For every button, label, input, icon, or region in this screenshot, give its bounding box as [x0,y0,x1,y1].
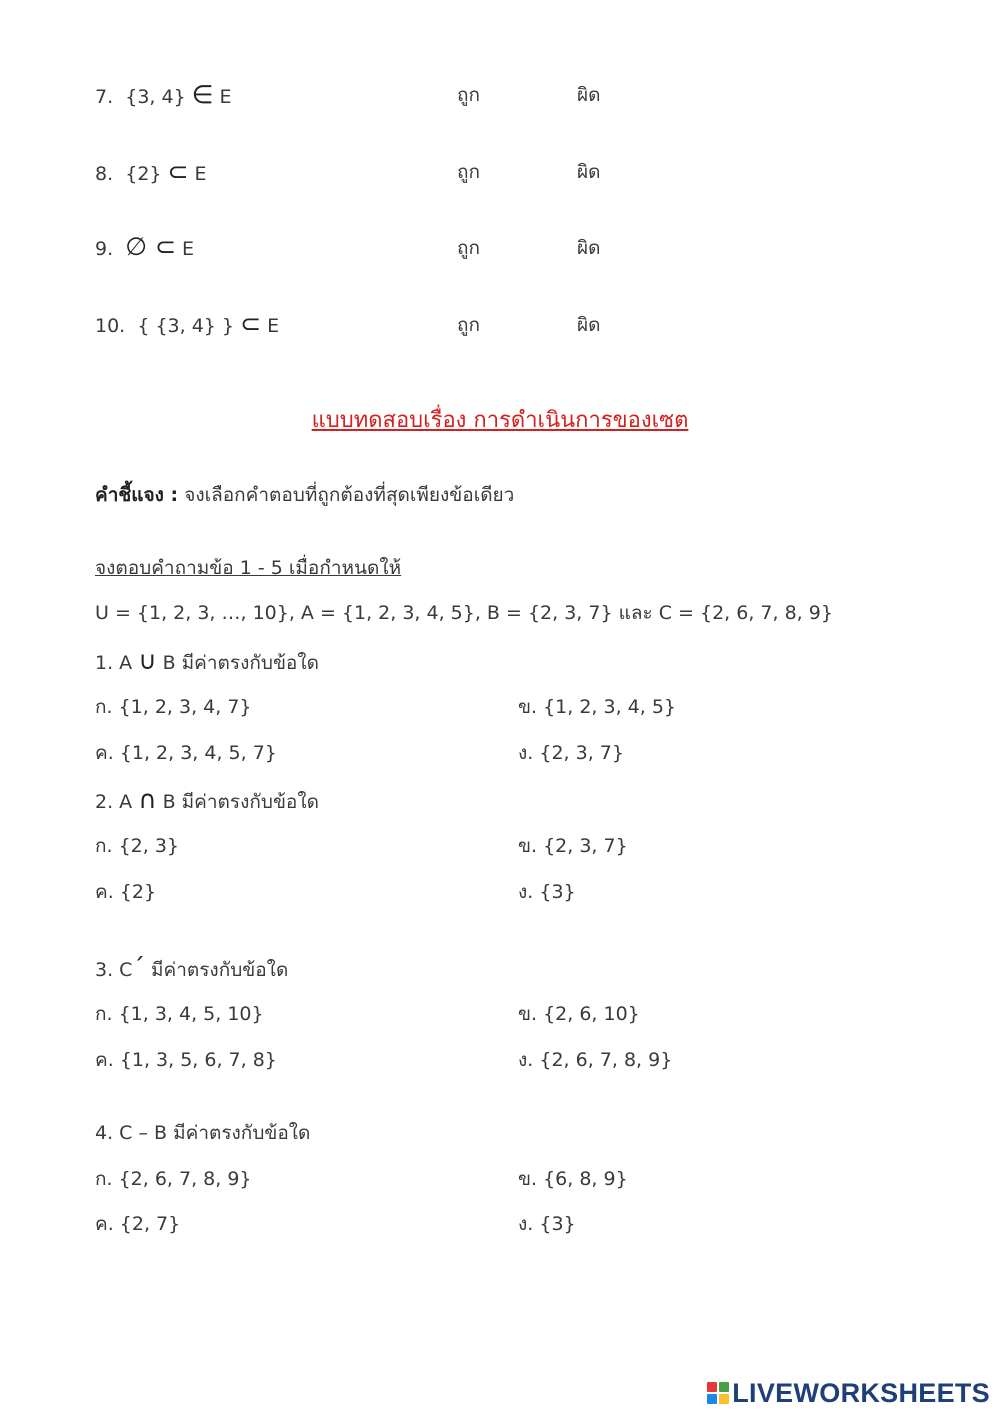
tf-question-10: 10. { {3, 4} } ⊂ E [95,309,280,338]
subset-symbol: ⊂ [240,309,262,338]
q3-option-b[interactable]: ข. {2, 6, 10} [518,1003,640,1025]
q3-option-a[interactable]: ก. {1, 3, 4, 5, 10} [95,1003,264,1025]
tf-8-false-option[interactable]: ผิด [577,161,601,183]
tf-10-false-option[interactable]: ผิด [577,314,601,336]
complement-symbol: ´ [132,953,145,982]
q1-option-a[interactable]: ก. {1, 2, 3, 4, 7} [95,696,252,718]
tf-7-false-option[interactable]: ผิด [577,84,601,106]
tf-9-true-option[interactable]: ถูก [457,237,481,259]
intersection-symbol: ∩ [138,785,157,814]
question-1: 1. A ∪ B มีค่าตรงกับข้อใด [95,646,319,675]
tf-question-9: 9. ∅ ⊂ E [95,232,194,261]
q4-option-c[interactable]: ค. {2, 7} [95,1213,181,1235]
question-4: 4. C – B มีค่าตรงกับข้อใด [95,1122,311,1144]
q4-option-a[interactable]: ก. {2, 6, 7, 8, 9} [95,1168,252,1190]
brand-name: LIVEWORKSHEETS [732,1377,990,1408]
tf-10-true-option[interactable]: ถูก [457,314,481,336]
instruction [95,480,514,510]
tf-8-true-option[interactable]: ถูก [457,161,481,183]
subset-symbol: ⊂ [167,157,189,186]
q1-option-c[interactable]: ค. {1, 2, 3, 4, 5, 7} [95,742,277,764]
question-group-heading: จงตอบคำถามข้อ 1 - 5 เมื่อกำหนดให้ [95,557,402,579]
q2-option-b[interactable]: ข. {2, 3, 7} [518,835,628,857]
q3-option-c[interactable]: ค. {1, 3, 5, 6, 7, 8} [95,1049,277,1071]
instruction-text: จงเลือกคำตอบที่ถูกต้องที่สุดเพียงข้อเดียว [184,484,515,506]
question-2: 2. A ∩ B มีค่าตรงกับข้อใด [95,785,319,814]
q1-option-d[interactable]: ง. {2, 3, 7} [518,742,624,764]
logo-blocks-icon [707,1382,729,1404]
tf-question-7: 7. {3, 4} ∈ E [95,80,232,109]
q1-option-b[interactable]: ข. {1, 2, 3, 4, 5} [518,696,677,718]
q3-option-d[interactable]: ง. {2, 6, 7, 8, 9} [518,1049,673,1071]
instruction-label: คำชี้แจง : [95,484,179,506]
quiz-title: แบบทดสอบเรื่อง การดำเนินการของเซต [311,408,689,433]
tf-question-8: 8. {2} ⊂ E [95,157,207,186]
q2-option-d[interactable]: ง. {3} [518,881,576,903]
given-sets: U = {1, 2, 3, …, 10}, A = {1, 2, 3, 4, 5}, B = {2, 3, 7} และ C = {2, 6, 7, 8, 9} [95,602,833,624]
tf-7-true-option[interactable]: ถูก [457,84,481,106]
q4-option-b[interactable]: ข. {6, 8, 9} [518,1168,628,1190]
empty-set-subset-symbol: ∅ ⊂ [125,232,176,261]
liveworksheets-logo [707,1377,990,1409]
question-3: 3. C´ มีค่าตรงกับข้อใด [95,953,289,982]
q2-option-c[interactable]: ค. {2} [95,881,157,903]
q2-option-a[interactable]: ก. {2, 3} [95,835,180,857]
element-of-symbol: ∈ [191,80,214,109]
q4-option-d[interactable]: ง. {3} [518,1213,576,1235]
tf-9-false-option[interactable]: ผิด [577,237,601,259]
union-symbol: ∪ [138,646,157,675]
